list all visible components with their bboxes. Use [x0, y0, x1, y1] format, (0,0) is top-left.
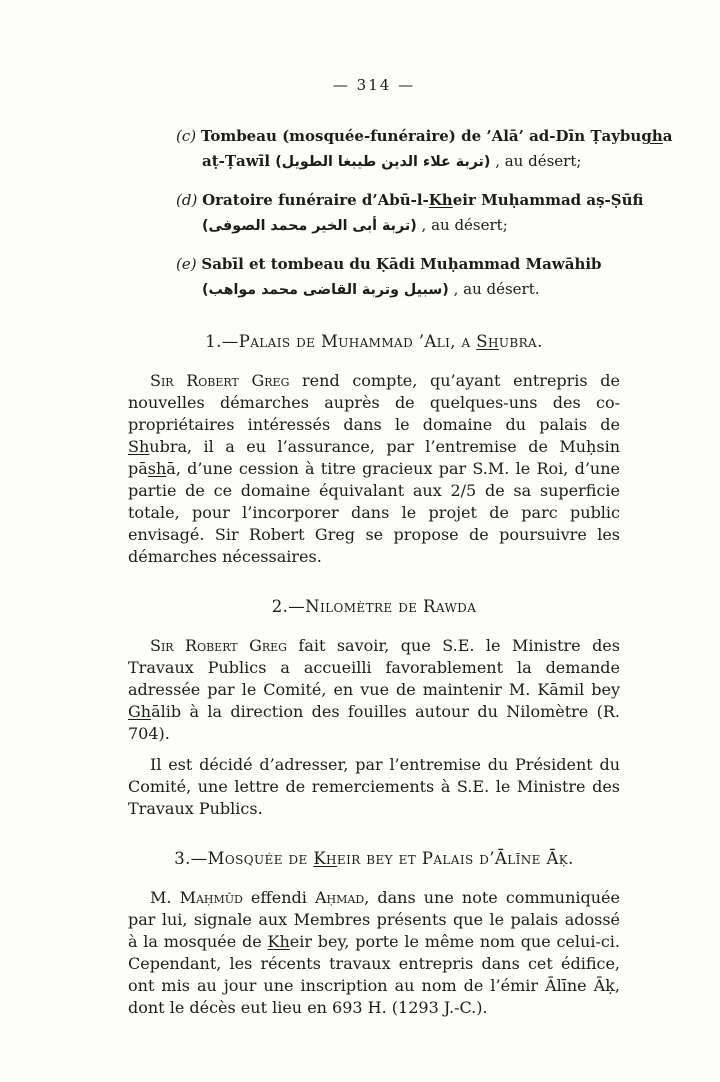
paragraph: Il est décidé d’adresser, par l’entremise du Président du Comité, une lettre de remerciements à S.E. le Ministre des Travaux Publics. — [128, 755, 620, 818]
section-heading-2: 2.—Nilomètre de Rawda — [271, 597, 477, 616]
section-heading-3: 3.—Mosquée de Kheir bey et Palais d’Ālīne Āḳ. — [174, 849, 574, 868]
list-item-line: (e) Sabīl et tombeau du Ḳādi Muḥammad Mawāhib — [176, 255, 602, 273]
section-heading-1: 1.—Palais de Muhammad ’Ali, a Shubra. — [205, 332, 543, 351]
arabic-text: (تربة علاء الدين طيبغا الطويل) — [275, 154, 491, 170]
paragraph: M. Maḥmūd effendi Aḥmad, dans une note communiquée par lui, signale aux Membres présents que le palais adossé à la mosquée de Kheir bey, porte le même nom que celui-ci. Cependant, les récents travaux entrepris dans cet édifice, ont mis au jour une inscription au nom de l’émir Ālīne Āḳ, dont le décès eut lieu en 693 H. (1293 J.-C.). — [128, 888, 621, 1017]
arabic-text: (تربة أبى الخير محمد الصوفى) — [202, 218, 417, 234]
paragraph: Sir Robert Greg rend compte, qu’ayant entrepris de nouvelles démarches auprès de quelques-uns des co-propriétaires intéressés dans le domaine du palais de Shubra, il a eu l’assurance, par l’entremise de Muḥsin pāshā, d’une cession à titre gracieux par S.M. le Roi, d’une partie de ce domaine équivalant aux 2/5 de sa superficie totale, pour l’incorporer dans le projet de parc public envisagé. Sir Robert Greg se propose de poursuivre les démarches nécessaires. — [128, 371, 620, 566]
arabic-text: (سبيل وتربة القاضى محمد مواهب) — [202, 282, 449, 298]
list-item-line: (تربة أبى الخير محمد الصوفى) , au désert; — [202, 216, 508, 234]
list-item-e — [176, 252, 680, 303]
list-item-line: (c) Tombeau (mosquée-funéraire) de ’Alā’ ad-Dīn Ṭaybugha — [176, 127, 673, 145]
list-item-line: aṭ-Ṭawīl (تربة علاء الدين طيبغا الطويل) , au désert; — [202, 152, 582, 170]
paragraph: Sir Robert Greg fait savoir, que S.E. le Ministre des Travaux Publics a accueilli favorablement la demande adressée par le Comité, en vue de maintenir M. Kāmil bey Ghālib à la direction des fouilles autour du Nilomètre (R. 704). — [128, 636, 620, 743]
list-item-line: (d) Oratoire funéraire d’Abū-l-Kheir Muḥammad aṣ-Ṣūfi — [176, 191, 644, 209]
list-item-line: (سبيل وتربة القاضى محمد مواهب) , au désert. — [202, 280, 540, 298]
monument-list — [176, 124, 680, 303]
list-item-c — [176, 124, 680, 175]
list-item-d — [176, 188, 680, 239]
page-number: — 314 — — [332, 76, 416, 94]
